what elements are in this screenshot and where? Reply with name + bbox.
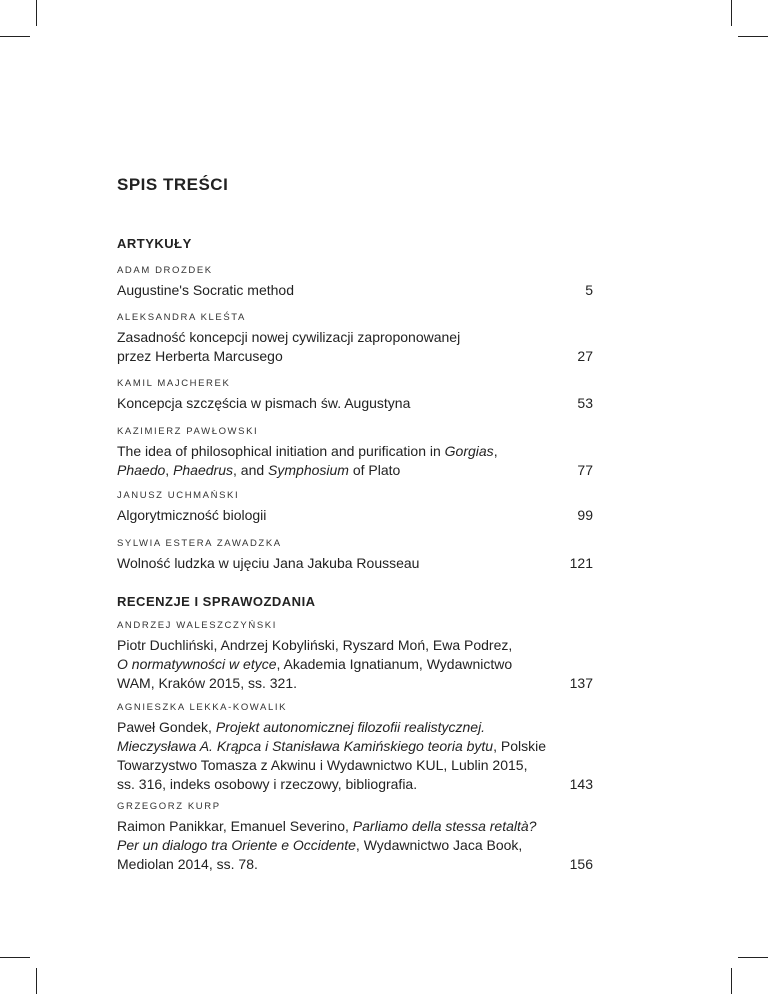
entry-page-number: 53 <box>577 395 593 411</box>
entry-title: Wolność ludzka w ujęciu Jana Jakuba Rousseau <box>117 555 420 571</box>
entry-title: Augustine's Socratic method <box>117 282 294 298</box>
entry-page-number: 121 <box>569 555 593 571</box>
toc-entry[interactable] <box>117 490 593 525</box>
crop-mark <box>731 0 732 26</box>
toc-entry[interactable] <box>117 538 593 573</box>
crop-mark <box>36 0 37 26</box>
entry-page-number: 156 <box>569 856 593 872</box>
toc-entry[interactable] <box>117 378 593 413</box>
toc-entry[interactable] <box>117 312 593 366</box>
section-heading-articles: ARTYKUŁY <box>117 236 192 251</box>
toc-entry[interactable] <box>117 801 593 874</box>
entry-author: ADAM DROZDEK <box>117 265 213 276</box>
entry-author: SYLWIA ESTERA ZAWADZKA <box>117 538 282 549</box>
entry-title: The idea of philosophical initiation and purification in Gorgias, Phaedo, Phaedrus, and Symphosium of Plato <box>117 443 498 478</box>
entry-page-number: 77 <box>577 462 593 478</box>
entry-title: Koncepcja szczęścia w pismach św. Augustyna <box>117 395 411 411</box>
crop-mark <box>731 968 732 994</box>
crop-mark <box>0 957 30 958</box>
toc-entry[interactable] <box>117 265 593 300</box>
crop-mark <box>36 968 37 994</box>
section-heading-reviews: RECENZJE I SPRAWOZDANIA <box>117 594 316 609</box>
entry-page-number: 143 <box>569 776 593 792</box>
toc-entry[interactable] <box>117 620 593 693</box>
entry-page-number: 137 <box>569 675 593 691</box>
page-title: SPIS TREŚCI <box>117 175 229 194</box>
crop-mark <box>0 36 30 37</box>
entry-author: ALEKSANDRA KLEŚTA <box>117 312 246 323</box>
entry-title: Zasadność koncepcji nowej cywilizacji zaproponowanej przez Herberta Marcusego <box>117 329 461 364</box>
entry-author: KAMIL MAJCHEREK <box>117 378 231 389</box>
entry-page-number: 27 <box>577 348 593 364</box>
entry-author: JANUSZ UCHMAŃSKI <box>117 490 240 501</box>
entry-author: AGNIESZKA LEKKA-KOWALIK <box>117 702 288 713</box>
toc-entry[interactable] <box>117 426 593 480</box>
crop-mark <box>738 36 768 37</box>
entry-title: Raimon Panikkar, Emanuel Severino, Parliamo della stessa retaltà? Per un dialogo tra Oriente e Occidente, Wydawnictwo Jaca Book, Mediolan 2014, ss. 78. <box>117 818 537 872</box>
entry-title: Piotr Duchliński, Andrzej Kobyliński, Ryszard Moń, Ewa Podrez, O normatywności w etyce, Akademia Ignatianum, Wydawnictwo WAM, Kraków 2015, ss. 321. <box>117 637 513 691</box>
entry-page-number: 5 <box>585 282 593 298</box>
entry-author: GRZEGORZ KURP <box>117 801 221 812</box>
entry-page-number: 99 <box>577 507 593 523</box>
toc-entry[interactable] <box>117 702 593 794</box>
entry-title: Algorytmiczność biologii <box>117 507 267 523</box>
entry-title: Paweł Gondek, Projekt autonomicznej filozofii realistycznej. Mieczysława A. Krąpca i Stanisława Kamińskiego teoria bytu, Polskie Towarzystwo Tomasza z Akwinu i Wydawnictwo KUL, Lublin 2015, ss. 316, indeks osobowy i rzeczowy, bibliografia. <box>117 719 547 792</box>
crop-mark <box>738 957 768 958</box>
entry-author: ANDRZEJ WALESZCZYŃSKI <box>117 620 277 631</box>
entry-author: KAZIMIERZ PAWŁOWSKI <box>117 426 259 437</box>
